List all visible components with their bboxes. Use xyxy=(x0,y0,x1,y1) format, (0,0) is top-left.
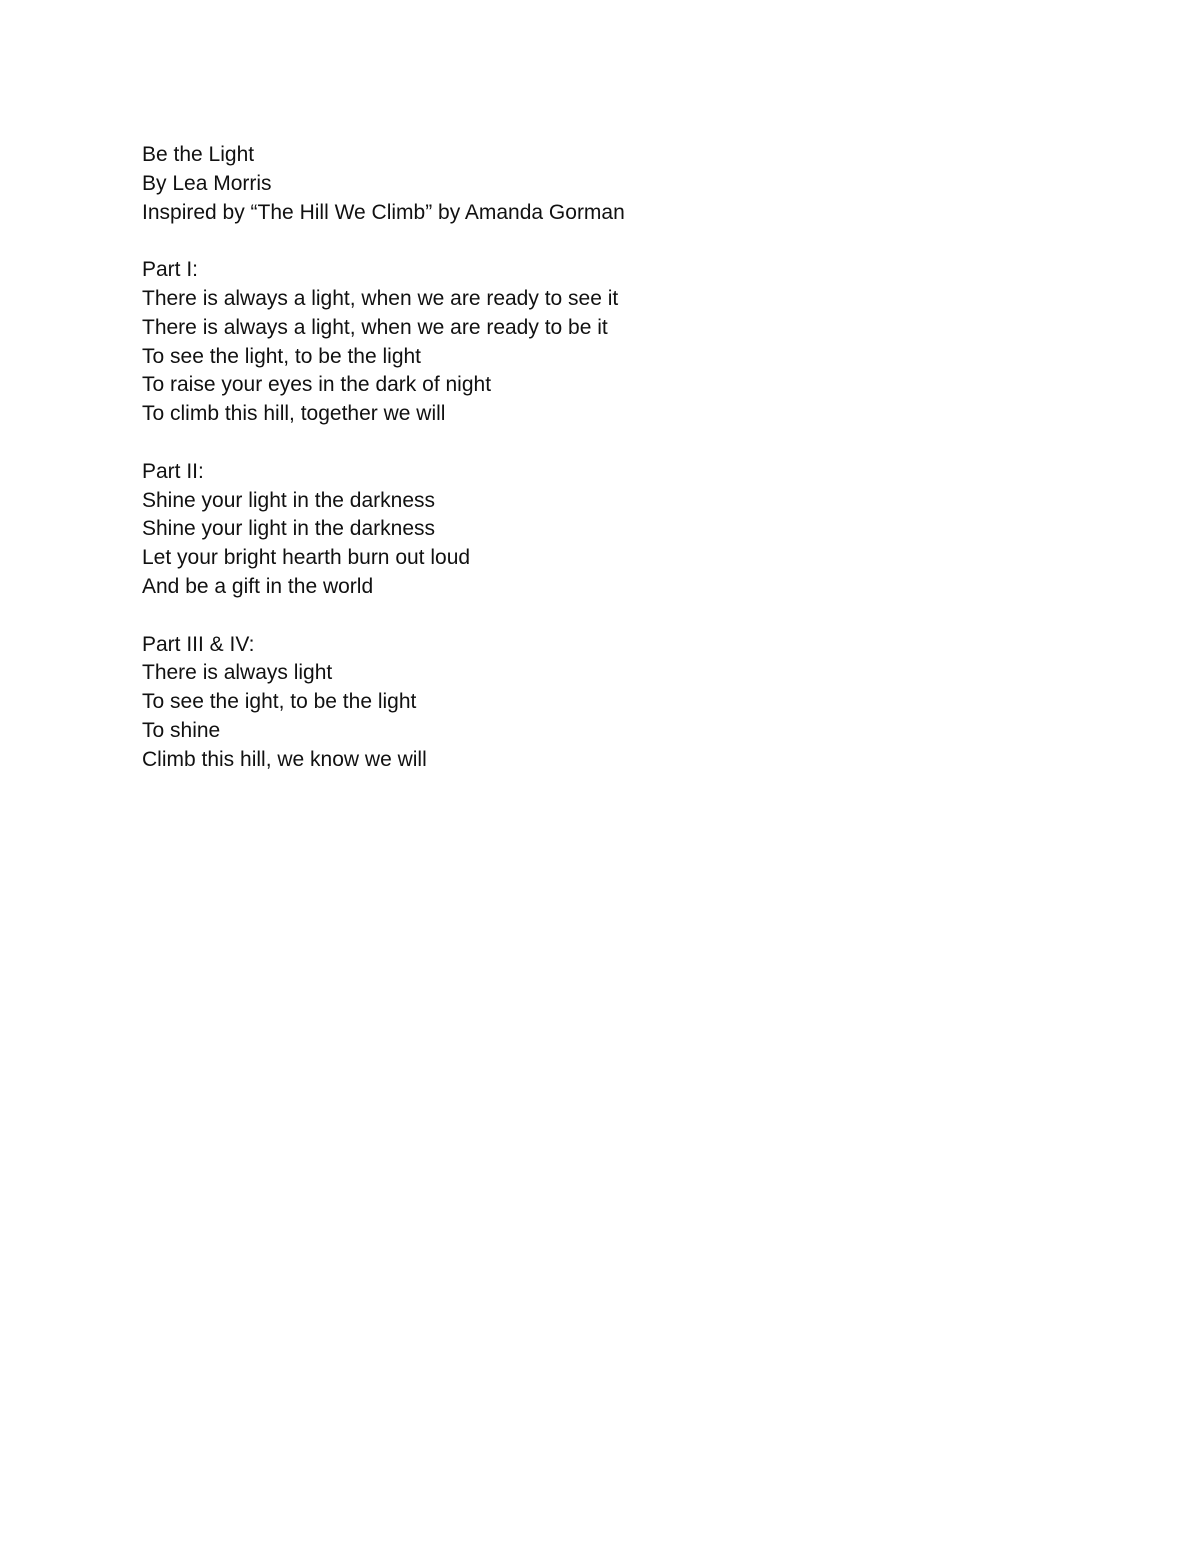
part-heading: Part II: xyxy=(142,459,204,483)
poem-line: There is always a light, when we are ready to be it xyxy=(142,315,608,339)
poem-inspiration: Inspired by “The Hill We Climb” by Amanda Gorman xyxy=(142,200,625,224)
poem-line: And be a gift in the world xyxy=(142,574,374,598)
poem-line: Let your bright hearth burn out loud xyxy=(142,546,471,570)
part-heading: Part I: xyxy=(142,258,199,282)
poem-line: Shine your light in the darkness xyxy=(142,488,436,512)
poem-text xyxy=(142,141,1042,775)
poem-header xyxy=(142,141,1042,227)
poem-line: To climb this hill, together we will xyxy=(142,402,446,426)
poem-line: There is always a light, when we are ready to see it xyxy=(142,286,619,310)
part-3-4 xyxy=(142,631,1042,775)
poem-line: To shine xyxy=(142,718,221,742)
poem-line: Climb this hill, we know we will xyxy=(142,747,427,771)
poem-line: To raise your eyes in the dark of night xyxy=(142,373,492,397)
poem-line: There is always light xyxy=(142,661,333,685)
part-heading: Part III & IV: xyxy=(142,632,255,656)
part-2 xyxy=(142,458,1042,602)
poem-author: By Lea Morris xyxy=(142,171,272,195)
poem-line: To see the ight, to be the light xyxy=(142,690,417,714)
poem-line: Shine your light in the darkness xyxy=(142,517,436,541)
poem-title: Be the Light xyxy=(142,143,255,166)
poem-line: To see the light, to be the light xyxy=(142,344,422,368)
part-1 xyxy=(142,256,1042,429)
